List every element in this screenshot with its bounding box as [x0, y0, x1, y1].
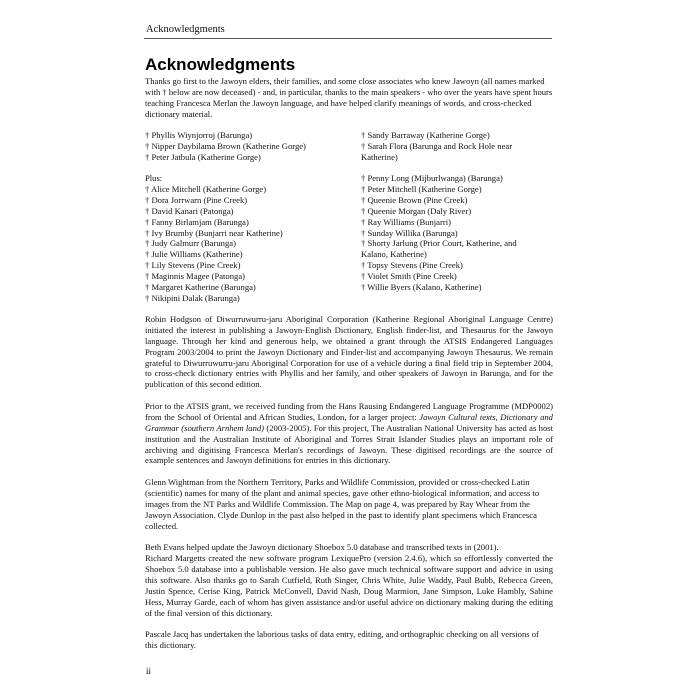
page-number: ii	[146, 666, 152, 676]
main-speakers-list	[145, 130, 553, 163]
list-item: † Dora Jorrwarn (Pine Creek)	[145, 194, 248, 205]
list-item: Katherine)	[361, 152, 398, 163]
list-item: † Ivy Brumby (Bunjarri near Katherine)	[145, 227, 283, 238]
list-item: † Willie Byers (Kalano, Katherine)	[361, 282, 482, 293]
plus-list	[145, 173, 553, 304]
atsis-text-after: (2003-2005). For this project, The Australian National University has acted as host institution and the Australian Institute of Aboriginal and Torres Strait Islander Studies plays an important role of archiving and digitising Francesca Merlan's recordings of Jawoyn. These digitised recordings are the source of example sentences and Jawoyn definitions for entries in this dictionary.	[145, 422, 553, 466]
list-item: † Violet Smith (Pine Creek)	[361, 271, 457, 282]
list-item: † Julie Williams (Katherine)	[145, 249, 243, 260]
beth-paragraph: Beth Evans helped update the Jawoyn dictionary Shoebox 5.0 database and transcribed texts in (2001).	[145, 542, 499, 553]
list-item: Kalano, Katherine)	[361, 249, 427, 260]
project-title: Jawoyn Cultural texts, Dictionary and Grammar (southern Arnhem land)	[145, 411, 553, 433]
list-item: † Nikipini Dalak (Barunga)	[145, 293, 240, 303]
list-item: † Ray Williams (Bunjarri)	[361, 216, 451, 227]
list-item: † Peter Mitchell (Katherine Gorge)	[361, 183, 482, 194]
list-item: † Queenie Morgan (Daly River)	[361, 205, 472, 216]
robin-paragraph: Robin Hodgson of Diwurruwurru-jaru Aboriginal Corporation (Katherine Regional Aboriginal Language Centre) initiated the interest in publishing a Jawoyn-English Dictionary, English finder-list, and Thesaurus for the Jawoyn language. Through her kind and generous help, we obtained a grant through the ATSIS Endangered Languages Program 2003/2004 to print the Jawoyn Dictionary and Finder-list and accompanying Jawoyn Thesaurus. We remain grateful to Diwurruwurru-jaru Aboriginal Corporation for use of a vehicle during a final field trip in September 2004, to cross-check dictionary entries with Phyllis and her family, and other speakers of Jawoyn in Barunga, and for the publication of this second edition.	[145, 313, 553, 390]
list-item: † Margaret Katherine (Barunga)	[145, 282, 256, 293]
list-item: † Queenie Brown (Pine Creek)	[361, 194, 468, 205]
plus-list-left	[145, 173, 361, 304]
header-rule	[144, 38, 552, 39]
list-item: † Maginnis Magee (Patonga)	[145, 271, 245, 282]
list-item: † Peter Jatbula (Katherine Gorge)	[145, 152, 261, 163]
plus-list-right	[361, 173, 553, 304]
richard-paragraph: Richard Margetts created the new software program LexiquePro (version 2.4.6), which so effortlessly converted the Shoebox 5.0 database into a publishable version. He also gave much technical software support and advice in using this software. Also thanks go to Sarah Cutfield, Ruth Singer, Chris White, Julie Waddy, Paul Bubb, Rebecca Green, Justin Spence, Cerise King, Patrick McConvell, David Nash, Doug Marmion, Jane Simpson, Luke Hambly, Sabine Hess, Murray Garde, each of whom has given assistance and/or useful advice on dictionary making during the editing of the final version of this dictionary.	[145, 553, 553, 618]
list-item: † Sandy Barraway (Katherine Gorge)	[361, 130, 490, 141]
list-item: † Judy Galmurr (Barunga)	[145, 238, 236, 249]
body-text	[145, 76, 553, 662]
list-item: † Sunday Willika (Barunga)	[361, 227, 458, 238]
intro-paragraph: Thanks go first to the Jawoyn elders, their families, and some close associates who knew Jawoyn (all names marked with † below are now deceased) - and, in particular, thanks to the main speakers - who over the years have spent hours teaching Francesca Merlan the Jawoyn language, and have helped clarify meanings of words, and cross-checked dictionary material.	[145, 76, 553, 119]
list-item: † David Kanari (Patonga)	[145, 205, 234, 216]
list-item: † Alice Mitchell (Katherine Gorge)	[145, 183, 267, 194]
glenn-paragraph: Glenn Wightman from the Northern Territory, Parks and Wildlife Commission, provided or cross-checked Latin (scientific) names for many of the plant and animal species, gave other ethno-biological information, and access to images from the NT Parks and Wildlife Commission. The Map on page 4, was prepared by Ray Whear from the Jawoyn Association. Clyde Dunlop in the past also helped in the past to identify plant specimens which Francesca collected.	[145, 477, 540, 531]
list-item: † Topsy Stevens (Pine Creek)	[361, 260, 463, 271]
main-speakers-right	[361, 130, 553, 163]
list-item: † Nipper Daybilama Brown (Katherine Gorge)	[145, 141, 306, 152]
atsis-paragraph	[145, 401, 553, 466]
plus-label: Plus:	[145, 173, 163, 184]
main-speakers-left	[145, 130, 361, 163]
list-item: † Sarah Flora (Barunga and Rock Hole near	[361, 141, 513, 152]
pascale-paragraph: Pascale Jacq has undertaken the laborious tasks of data entry, editing, and orthographic checking on all versions of this dictionary.	[145, 629, 539, 651]
list-item: † Penny Long (Mijburlwanga) (Barunga)	[361, 173, 503, 184]
list-item: † Shorty Jarlung (Prior Court, Katherine, and	[361, 238, 517, 249]
page-title: Acknowledgments	[145, 55, 296, 74]
list-item: † Phyllis Wiynjorroj (Barunga)	[145, 130, 253, 141]
atsis-text-before: Prior to the ATSIS grant, we received funding from the Hans Rausing Endangered Language Programme (MDP0002) from the School of Oriental and African Studies, London, for a larger project:	[145, 400, 553, 422]
list-item: † Fanny Birlamjam (Barunga)	[145, 216, 249, 227]
list-item: † Lily Stevens (Pine Creek)	[145, 260, 241, 271]
running-header: Acknowledgments	[146, 24, 225, 35]
